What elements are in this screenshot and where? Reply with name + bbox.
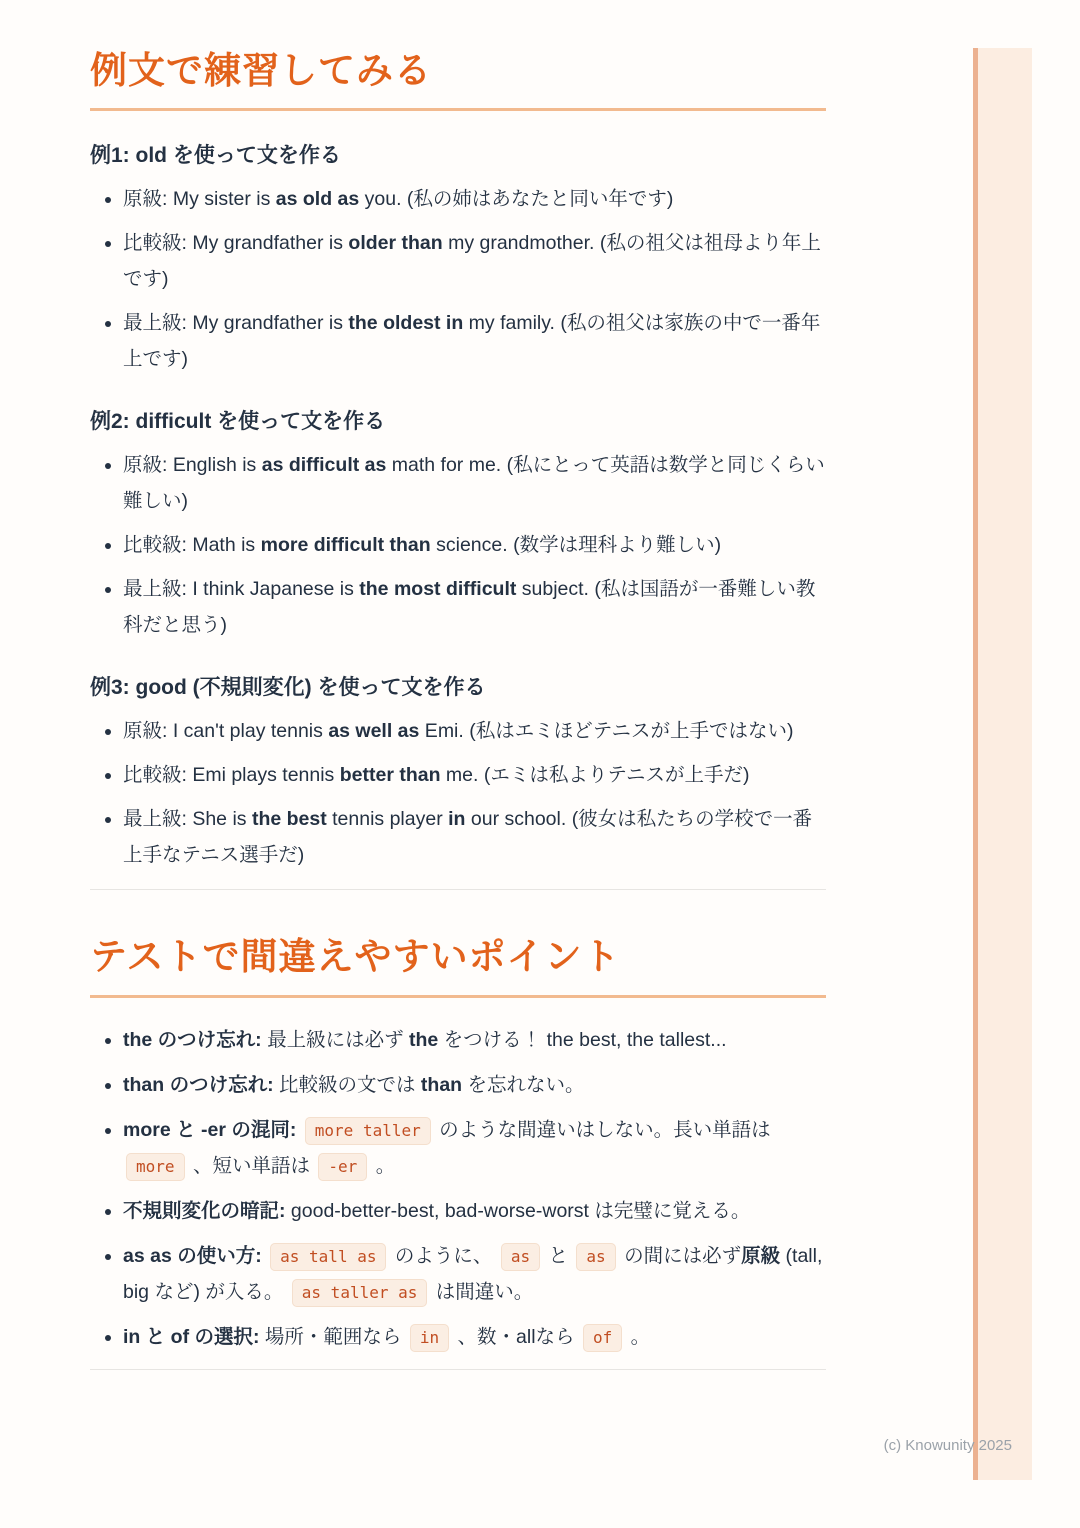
bold-text: in (448, 808, 466, 831)
list-item: • 原級: English is as difficult as math for me. (私にとって英語は数学と同じくらい難しい) (123, 447, 826, 519)
bold-text: 原級 (741, 1244, 781, 1267)
points-section-title: テストで間違えやすいポイント (90, 936, 621, 978)
bold-text: as as の使い方: (123, 1244, 262, 1267)
code-chip: in (410, 1324, 449, 1352)
code-chip: as tall as (270, 1243, 386, 1271)
bold-text: the most difficult (359, 578, 517, 601)
section-divider (90, 889, 826, 890)
bold-text: the (409, 1028, 439, 1051)
bold-text: more と -er の混同: (123, 1118, 297, 1141)
list-item: • 原級: I can't play tennis as well as Emi. (私はエミほどテニスが上手ではない) (123, 713, 826, 749)
examples-section-title: 例文で練習してみる (90, 50, 432, 91)
code-chip: as (501, 1243, 540, 1271)
example-heading: 例2: difficult を使って文を作る (90, 410, 386, 434)
points-title-underline (90, 995, 826, 998)
examples-title-underline (90, 108, 826, 111)
example-list (90, 447, 826, 643)
list-item: • 比較級: Emi plays tennis better than me. (エミは私よりテニスが上手だ) (123, 757, 826, 793)
list-item: • 比較級: My grandfather is older than my grandmother. (私の祖父は祖母より年上です) (123, 225, 826, 297)
list-item: • 最上級: I think Japanese is the most difficult subject. (私は国語が一番難しい教科だと思う) (123, 571, 826, 643)
code-chip: more taller (305, 1117, 431, 1145)
list-item: • the のつけ忘れ: 最上級には必ず the をつける！ the best, the tallest... (123, 1022, 826, 1058)
section-examples (90, 48, 826, 873)
example-list (90, 713, 826, 873)
points-list (90, 1022, 826, 1355)
list-item: • 最上級: She is the best tennis player in our school. (彼女は私たちの学校で一番上手なテニス選手だ) (123, 801, 826, 873)
list-item: • 比較級: Math is more difficult than science. (数学は理科より難しい) (123, 527, 826, 563)
bold-text: than のつけ忘れ: (123, 1073, 274, 1096)
bold-text: as old as (275, 188, 360, 211)
bold-text: the のつけ忘れ: (123, 1028, 262, 1051)
code-chip: -er (318, 1153, 367, 1181)
code-chip: as taller as (292, 1279, 428, 1307)
bottom-divider (90, 1369, 826, 1370)
list-item: • 不規則変化の暗記: good-better-best, bad-worse-worst は完璧に覚える。 (123, 1193, 826, 1229)
bold-text: the oldest in (348, 312, 464, 335)
example-list (90, 181, 826, 377)
section-points (90, 934, 826, 1354)
list-item: • 最上級: My grandfather is the oldest in my family. (私の祖父は家族の中で一番年上です) (123, 305, 826, 377)
bold-text: in と of の選択: (123, 1325, 260, 1348)
bold-text: 不規則変化の暗記: (123, 1199, 286, 1222)
bold-text: than (420, 1073, 463, 1096)
list-item: • 原級: My sister is as old as you. (私の姉はあなたと同い年です) (123, 181, 826, 217)
footer-credit: (c) Knowunity 2025 (883, 1437, 1012, 1454)
bold-text: older than (348, 232, 443, 255)
bold-text: as well as (328, 720, 420, 743)
right-accent-fill (978, 48, 1032, 1480)
code-chip: as (576, 1243, 615, 1271)
page-content (90, 48, 826, 1370)
code-chip: of (583, 1324, 622, 1352)
code-chip: more (126, 1153, 185, 1181)
bold-text: as difficult as (261, 454, 387, 477)
example-heading: 例1: old を使って文を作る (90, 144, 341, 168)
list-item: • in と of の選択: 場所・範囲なら in 、数・allなら of 。 (123, 1319, 826, 1355)
bold-text: more difficult than (260, 534, 431, 557)
bold-text: the best (251, 808, 327, 831)
examples-container (90, 139, 826, 873)
example-heading: 例3: good (不規則変化) を使って文を作る (90, 676, 486, 700)
list-item: • as as の使い方: as tall as のように、 as と as の間には必ず原級 (tall, big など) が入る。 as taller as は間違い。 (123, 1238, 826, 1310)
bold-text: better than (339, 764, 441, 787)
list-item: • than のつけ忘れ: 比較級の文では than を忘れない。 (123, 1067, 826, 1103)
list-item: • more と -er の混同: more taller のような間違いはしない。長い単語は more 、短い単語は -er 。 (123, 1112, 826, 1184)
